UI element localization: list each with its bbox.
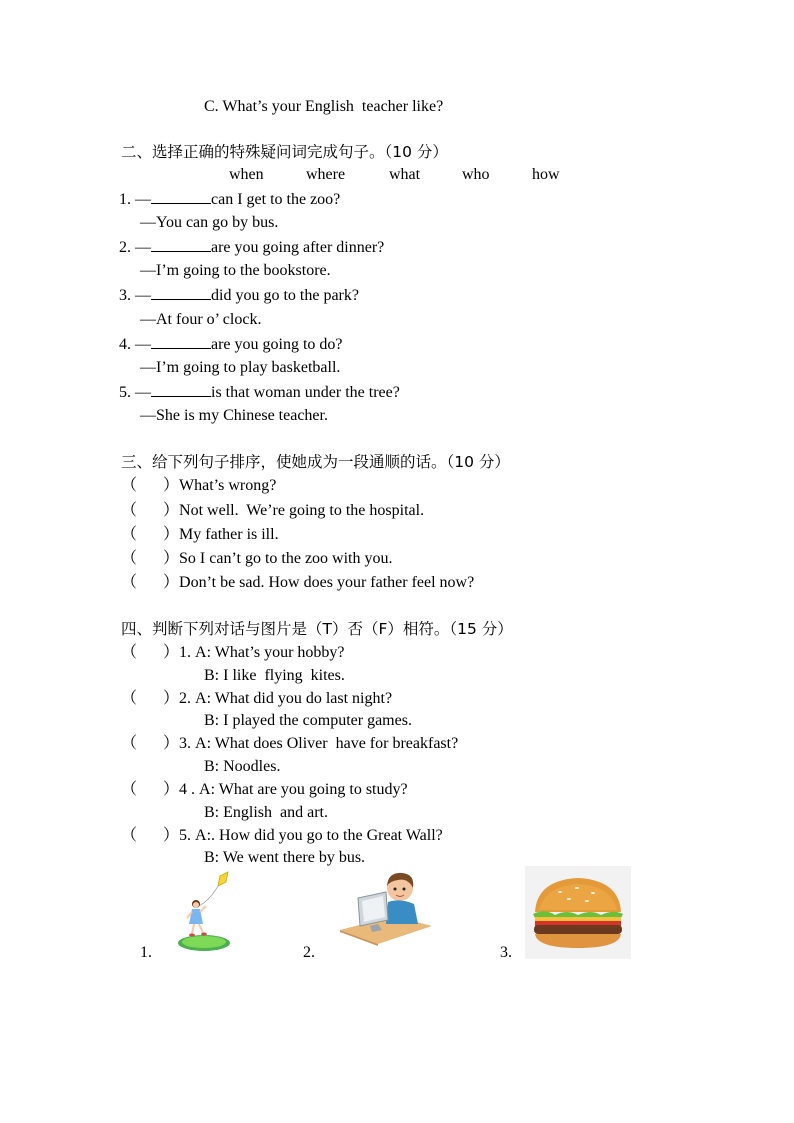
open-paren: （	[121, 690, 138, 707]
section2-title: 二、选择正确的特殊疑问词完成句子。（10 分）	[121, 143, 448, 161]
item-number: 2.	[119, 239, 131, 256]
question-text: is that woman under the tree?	[211, 384, 400, 401]
section4-title: 四、判断下列对话与图片是（T）否（F）相符。（15 分）	[121, 620, 513, 638]
dash: —	[135, 336, 151, 353]
hamburger-picture	[525, 866, 631, 959]
section3-item-2	[121, 501, 424, 521]
boy-at-computer-picture	[338, 868, 434, 946]
open-paren: （	[121, 550, 138, 567]
picture-label-1: 1.	[140, 944, 152, 961]
dialog-answer: B: English and art.	[204, 804, 328, 821]
dialog-question: 5. A:. How did you go to the Great Wall?	[179, 827, 443, 844]
open-paren: （	[121, 526, 138, 543]
answer-blank[interactable]	[151, 285, 211, 300]
question-text: did you go to the park?	[211, 287, 359, 304]
answer-blank[interactable]	[151, 334, 211, 349]
close-paren: ）	[163, 690, 180, 707]
section3-item-3	[121, 525, 279, 545]
word-bank-where: where	[306, 166, 346, 183]
dialog-answer: B: I played the computer games.	[204, 712, 412, 729]
answer-blank[interactable]	[151, 382, 211, 397]
close-paren: ）	[163, 502, 180, 519]
close-paren: ）	[163, 550, 180, 567]
dialog-answer: B: We went there by bus.	[204, 849, 366, 866]
close-paren: ）	[163, 477, 180, 494]
answer-text: —At four o’ clock.	[140, 311, 262, 328]
open-paren: （	[121, 781, 138, 798]
sentence-text: Not well. We’re going to the hospital.	[179, 502, 425, 519]
question-text: can I get to the zoo?	[211, 191, 341, 208]
open-paren: （	[121, 735, 138, 752]
dialog-answer: B: Noodles.	[204, 758, 281, 775]
close-paren: ）	[163, 781, 180, 798]
section1-option-c: C. What’s your English teacher like?	[204, 98, 444, 115]
word-bank-what: what	[389, 166, 421, 183]
item-number: 3.	[119, 287, 131, 304]
section3-item-5	[121, 573, 474, 593]
item-number: 1.	[119, 191, 131, 208]
open-paren: （	[121, 477, 138, 494]
dialog-answer: B: I like flying kites.	[204, 667, 345, 684]
dash: —	[135, 191, 151, 208]
question-text: are you going to do?	[211, 336, 343, 353]
section3-title: 三、给下列句子排序，使她成为一段通顺的话。（10 分）	[121, 453, 510, 471]
close-paren: ）	[163, 644, 180, 661]
answer-blank[interactable]	[151, 237, 211, 252]
close-paren: ）	[163, 827, 180, 844]
word-bank-who: who	[462, 166, 490, 183]
dash: —	[135, 287, 151, 304]
open-paren: （	[121, 574, 138, 591]
item-number: 5.	[119, 384, 131, 401]
answer-text: —I’m going to the bookstore.	[140, 262, 331, 279]
dialog-question: 4 . A: What are you going to study?	[179, 781, 408, 798]
open-paren: （	[121, 827, 138, 844]
item-number: 4.	[119, 336, 131, 353]
dash: —	[135, 384, 151, 401]
picture-label-3: 3.	[500, 944, 512, 961]
close-paren: ）	[163, 574, 180, 591]
sentence-text: What’s wrong?	[179, 477, 277, 494]
answer-text: —She is my Chinese teacher.	[140, 407, 328, 424]
dialog-question: 2. A: What did you do last night?	[179, 690, 393, 707]
picture-label-2: 2.	[303, 944, 315, 961]
question-text: are you going after dinner?	[211, 239, 385, 256]
open-paren: （	[121, 644, 138, 661]
open-paren: （	[121, 502, 138, 519]
word-bank-how: how	[532, 166, 560, 183]
answer-blank[interactable]	[151, 189, 211, 204]
sentence-text: Don’t be sad. How does your father feel now?	[179, 574, 475, 591]
answer-text: —You can go by bus.	[140, 214, 279, 231]
section3-item-4	[121, 549, 392, 569]
close-paren: ）	[163, 735, 180, 752]
dialog-question: 1. A: What’s your hobby?	[179, 644, 345, 661]
section3-item-1	[121, 476, 276, 496]
word-bank-when: when	[229, 166, 264, 183]
sentence-text: So I can’t go to the zoo with you.	[179, 550, 393, 567]
close-paren: ）	[163, 526, 180, 543]
dialog-question: 3. A: What does Oliver have for breakfast?	[179, 735, 459, 752]
girl-flying-kite-picture	[172, 870, 242, 955]
dash: —	[135, 239, 151, 256]
sentence-text: My father is ill.	[179, 526, 279, 543]
answer-text: —I’m going to play basketball.	[140, 359, 341, 376]
